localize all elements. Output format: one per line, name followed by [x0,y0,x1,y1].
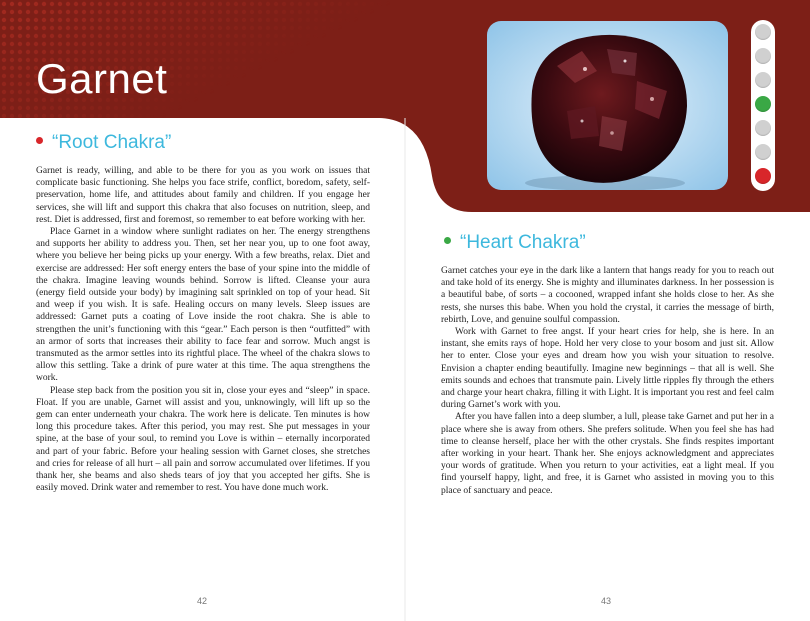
heart-chakra-heading-text: “Heart Chakra” [460,232,586,253]
paragraph: Place Garnet in a window where sunlight radiates on her. The energy strengthens and supports her ability to address you. Then, set her near you, up to one foot away, where you believe her being picks up your energy. With a few breaths, relax. Diet and exercise are addressed: Her soft energy enters the base of your spine into the middle of the chakra. Imagine leaving wounds behind. Sorrow is lifted. Cleanse your aura (energy field outside your body) by imagining salt sprinkled on top of your head. Sit and weep if you wish. It is safe. Healing occurs on many levels. Sleep issues are addressed: Garnet puts a coating of Love inside the root chakra. She is able to strengthen the unit’s functioning with this “gear.” Each person is then “outfitted” with an armor of sorts that increases their ability to face fear and sorrow. Much angst is transmuted as the armor settles into its rightful place. The wheel of the chakra slows to allow this settling. Take a drink of pure water at this time. The aqua strengthens the work. [36,227,370,384]
paragraph: After you have fallen into a deep slumber, a lull, please take Garnet and put her in a place where she is away from others. She prefers solitude. When you feel she has had time to cleanse herself, place her with the other crystals. She finds respites important after working in your heart. Thank her. She enjoys acknowledgment and appreciates your words of gratitude. When you return to your activities, eat a light meal. If you find yourself happy, light, and free, it is Garnet who assisted in moving you to this place of sanctuary and peace. [441,412,774,496]
left-page-body [36,165,370,494]
heart-chakra-heading [444,233,586,252]
bullet-icon [444,237,451,244]
chakra-dot-heart-active [755,96,771,112]
paragraph: Garnet is ready, willing, and able to be there for you as you work on issues that complicate basic functioning. She helps you face strife, conflict, boredom, safety, self-preservation, home life, and attitudes about family and children. If you engage her services, she will lift and support this chakra that also focuses on nutrition, sleep, and rest. Diet is addressed, first and foremost, so remember to eat before working with her. [36,166,370,225]
chakra-dot [755,48,771,64]
root-chakra-heading [36,133,171,152]
chakra-dot-root-active [755,168,771,184]
page-number-left: 42 [197,596,208,606]
paragraph: Work with Garnet to free angst. If your heart cries for help, she is here. In an instant, she emits rays of hope. Hold her very close to your bosom and just sit. Allow her to enter. Close your eyes and dream how you wish your situation to resolve. Envision a chapter ending beautifully. Imagine new beginnings – that all is well. She emits sounds and echoes that transmute pain. Lively little ripples fly through the ethers and charge your heart chakra, filling it with Light. It is important you rest and feel calm during Garnet’s work with you. [441,327,774,411]
paragraph: Please step back from the position you sit in, close your eyes and “sleep” in space. Float. If you are unable, Garnet will assist and you, unknowingly, will lift up so the gem can enter underneath your chakra. The work here is delicate. Ten minutes is how long this procedure takes. After this period, you may rest. She put messages in your spine, at the base of your soul, to remind you Love is within – eternally incorporated and part of your fabric. Before your healing session with Garnet closes, she stretches and cries for release of all hurt – all pain and sorrow accumulated over lifetimes. If you thank her, she beams and also sheds tears of joy that you accepted her gifts. She is easily moved. Drink water and remember to rest. You have done much work. [36,385,370,494]
chakra-indicator [751,20,775,191]
chakra-dot [755,120,771,136]
page-title: Garnet [36,55,168,102]
page-number-right: 43 [601,596,612,606]
paragraph: Garnet catches your eye in the dark like a lantern that hangs ready for you to reach out and take hold of its energy. She is mighty and illuminates darkness. In her possession is a beautiful babe, of sorts – a cocooned, wrapped infant she holds close to her. As she rests, she nurses this babe. When you hold the crystal, it carries the message of birth, rebirth, Love, and genuine soulful compassion. [441,266,774,325]
root-chakra-heading-text: “Root Chakra” [52,132,172,153]
chakra-dot [755,24,771,40]
right-page-body [441,265,774,497]
garnet-photo [487,21,728,190]
bullet-icon [36,137,43,144]
chakra-dot [755,72,771,88]
chakra-dot [755,144,771,160]
